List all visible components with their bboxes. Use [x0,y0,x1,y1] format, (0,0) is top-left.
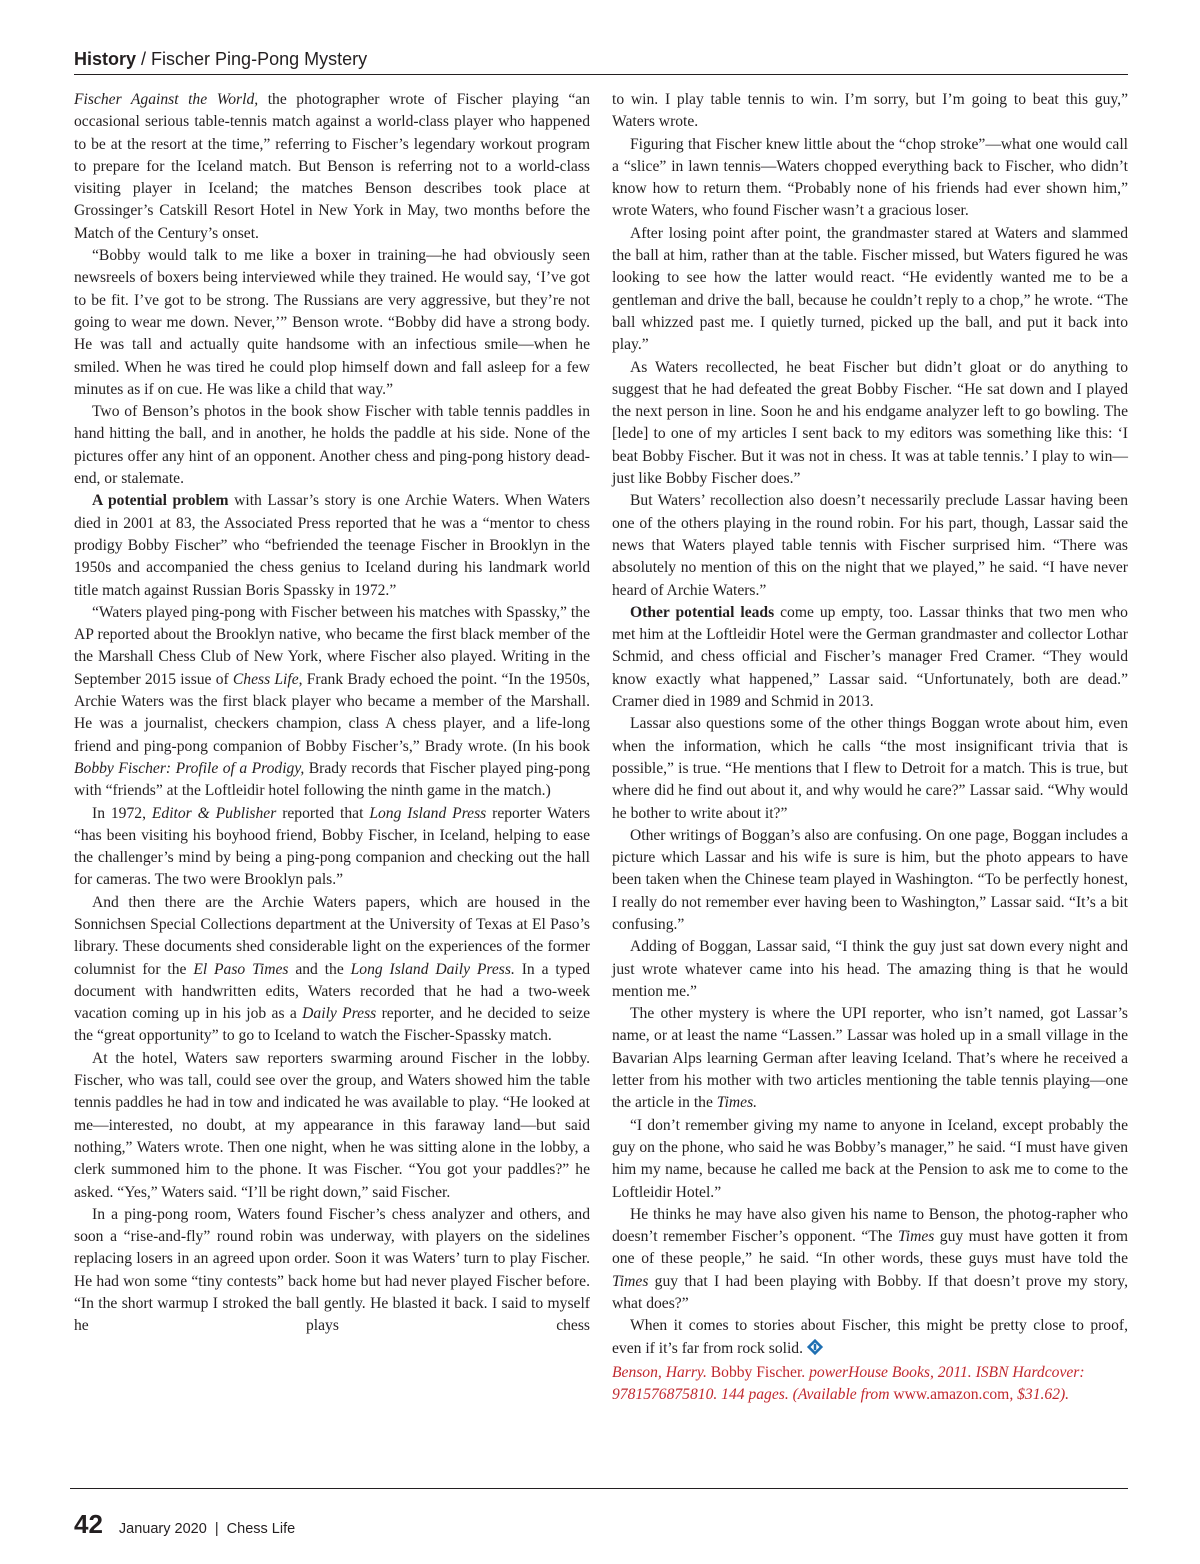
left-column-paragraph: Fischer Against the World, the photographer wrote of Fischer playing “an occasional serious table-tennis match against a world-class player who happened to be at the resort at the time,” referring to Fischer’s legendary workout program to prepare for the Iceland match. But Benson is referring not to a world-class visiting player in Iceland; the matches Benson describes took place at Grossinger’s Catskill Resort Hotel in New York in May, two months before the Match of the Century’s onset. [74,91,590,242]
right-column-paragraph: “I don’t remember giving my name to anyone in Iceland, except probably the guy on the phone, who said he was Bobby’s manager,” he said. “I must have given him my name, because he called me back at the Pension to ask me to come to the Loftleidir Hotel.” [612,1116,1128,1201]
right-column-paragraph: Other writings of Boggan’s also are confusing. On one page, Boggan includes a picture which Lassar and his wife is sure is him, but the photo appears to have been taken when the Chinese team played in Washington. “To be perfectly honest, I really do not remember ever having been to Washington,” Lassar said. “It’s a bit confusing.” [612,826,1128,933]
right-column-paragraph: Other potential leads come up empty, too. Lassar thinks that two men who met him at the Loftleidir Hotel were the German grandmaster and collector Lothar Schmid, and chess official and Fischer’s manager Fred Cramer. “They would know exactly what happened,” Lassar said. “Unfortunately, both are dead.” Cramer died in 1989 and Schmid in 2013. [612,603,1128,711]
article-column-right [612,89,1128,1407]
left-column-paragraph: “Bobby would talk to me like a boxer in training—he had obviously seen newsreels of boxers being interviewed while they trained. He would say, ‘I’ve got to be fit. I’ve got to be strong. The Russians are very aggressive, but they’re not going to wear me down. Never,’” Benson wrote. “Bobby did have a strong body. He was tall and actually quite handsome with an infectious smile—when he smiled. When he was tired he could plop himself down and fall asleep for a few minutes as if on cue. He was like a child that way.” [74,247,590,398]
left-column-paragraph: And then there are the Archie Waters papers, which are housed in the Sonnichsen Special Collections department at the University of Texas at El Paso’s library. These documents shed considerable light on the experiences of the former columnist for the El Paso Times and the Long Island Daily Press. In a typed document with handwritten edits, Waters recorded that he had a two-week vacation coming up in his job as a Daily Press reporter, and he decided to seize the “great opportunity” to go to Iceland to watch the Fischer-Spassky match. [74,893,590,1045]
right-column-paragraph: to win. I play table tennis to win. I’m sorry, but I’m going to beat this guy,” Waters wrote. [612,91,1128,131]
page-header [74,46,1128,75]
footer-rule [70,1488,1128,1489]
reference-price: , $31.62). [1009,1386,1070,1404]
article-title: Fischer Ping-Pong Mystery [151,49,368,69]
page-number: 42 [74,1509,103,1539]
left-column-paragraph: In a ping-pong room, Waters found Fischer’s chess analyzer and others, and soon a “rise-and-fly” round robin was underway, with players on the sidelines replacing losers in an agreed upon order. Soon it was Waters’ turn to play Fischer. He had won some “tiny contests” back home but had never played Fischer before. “In the short warmup I stroked the ball gently. He blasted it back. I said to myself he plays chess [74,1205,590,1335]
left-column-paragraph: In 1972, Editor & Publisher reported that Long Island Press reporter Waters “has been visiting his boyhood friend, Bobby Fischer, in Iceland, helping to ease the challenger’s mind by being a ping-pong companion and checking out the hall for cameras. The two were Brooklyn pals.” [74,804,591,889]
left-column-paragraph: A potential problem with Lassar’s story is one Archie Waters. When Waters died in 2001 at 83, the Associated Press reported that he was a “mentor to chess prodigy Bobby Fischer” who “befriended the teenage Fischer in Brooklyn in the 1950s and accompanied the chess genius to Iceland during his landmark world title match against Russian Boris Spassky in 1972.” [74,492,590,599]
right-column-paragraph: As Waters recollected, he beat Fischer but didn’t gloat or do anything to suggest that he had defeated the great Bobby Fischer. “He sat down and I played the next person in line. Soon he and his endgame analyzer left to go bowling. The [lede] to one of my articles I sent back to my editors was something like this: ‘I beat Bobby Fischer. But it was not in chess. It was at table tennis.’ I play to win—just like Bobby Fischer does.” [612,358,1128,488]
header-separator: / [136,49,152,69]
section-label: History [74,49,137,69]
right-column-paragraph: After losing point after point, the grandmaster stared at Waters and slammed the ball at him, rather than at the table. Fischer missed, but Waters figured he was looking to see how the latter would react. “He evidently wanted me to be a gentleman and drive the ball, because he couldn’t reply to a chop,” he wrote. “The ball whizzed past me. I quietly turned, picked up the ball, and put it back into play.” [612,224,1128,354]
right-column-paragraph: Lassar also questions some of the other things Boggan wrote about him, even when the information, which he calls “the most insignificant trivia that is possible,” is true. “He mentions that I flew to Detroit for a match. This is true, but where did he find out about it, and why would he care?” Lassar said. “Why would he bother to write about it?” [612,715,1128,822]
right-column-paragraph: Figuring that Fischer knew little about the “chop stroke”—what one would call a “slice” in lawn tennis—Waters chopped everything back to Fischer, who didn’t know how to return them. “Probably none of his friends had ever shown him,” wrote Waters, who found Fischer wasn’t a gracious loser. [612,135,1128,220]
right-column-paragraph: When it comes to stories about Fischer, this might be pretty close to proof, even if it’s far from rock solid. [612,1317,1128,1357]
reference-title: Bobby Fischer. [710,1363,806,1381]
reference-publisher: powerHouse Books, 2011. ISBN Hardcover: 9781576875810. 144 pages. (Available from [612,1363,1085,1404]
article-column-left [74,89,590,1338]
right-column-paragraph: Adding of Boggan, Lassar said, “I think the guy just sat down every night and just wrote whatever came into his head. The amazing thing is that he would mention me.” [612,938,1128,1000]
issue-info: January 2020 | Chess Life [118,1521,296,1537]
left-column-paragraph: At the hotel, Waters saw reporters swarming around Fischer in the lobby. Fischer, who was tall, could see over the group, and Waters showed him the table tennis paddles he had in tow and indicated he was available to play. “He looked at me—interested, no doubt, at my appearance in this faraway land—but said nothing,” Waters wrote. Then one night, when he was sitting alone in the lobby, a clerk summoned him to the phone. It was Fischer. “You got your paddles?” he asked. “Yes,” Waters said. “I’ll be right down,” said Fischer. [74,1049,590,1201]
chess-life-endmark-icon [806,1338,824,1356]
right-column-paragraph: The other mystery is where the UPI reporter, who isn’t named, got Lassar’s name, or at least the name “Lassen.” Lassar was holed up in a small village in the Bavarian Alps learning German after leaving Iceland. That’s where he received a letter from his mother with two articles mentioning the table tennis playing—one the article in the Times. [612,1005,1128,1112]
reference-author: Benson, Harry. [612,1363,707,1381]
page-footer [74,1509,295,1539]
right-column-paragraph: He thinks he may have also given his name to Benson, the photog-rapher who doesn’t remember Fischer’s opponent. “The Times guy must have gotten it from one of these people,” he said. “In other words, these guys must have told the Times guy that I had been playing with Bobby. If that doesn’t prove my story, what does?” [612,1205,1128,1313]
book-reference [612,1362,1128,1407]
left-column-paragraph: Two of Benson’s photos in the book show Fischer with table tennis paddles in hand hitting the ball, and in another, he holds the paddle at his side. None of the pictures offer any hint of an opponent. Another chess and ping-pong history dead-end, or stalemate. [74,403,590,488]
reference-link[interactable]: www.amazon.com [893,1386,1010,1404]
right-column-paragraph: But Waters’ recollection also doesn’t necessarily preclude Lassar having been one of the others playing in the round robin. For his part, though, Lassar said the news that Waters played table tennis with Fischer surprised him. “There was absolutely no mention of this on the night that we played,” he said. “I have never heard of Archie Waters.” [612,492,1128,599]
left-column-paragraph: “Waters played ping-pong with Fischer between his matches with Spassky,” the AP reported about the Brooklyn native, who became the first black member of the the Marshall Chess Club of New York, where Fischer also played. Writing in the September 2015 issue of Chess Life, Frank Brady echoed the point. “In the 1950s, Archie Waters was the first black player who became a member of the Marshall. He was a journalist, checkers champion, class A chess player, and a life-long friend and ping-pong companion of Bobby Fischer’s,” Brady wrote. (In his book Bobby Fischer: Profile of a Prodigy, Brady records that Fischer played ping-pong with “friends” at the Loftleidir hotel following the ninth game in the match.) [74,603,590,800]
